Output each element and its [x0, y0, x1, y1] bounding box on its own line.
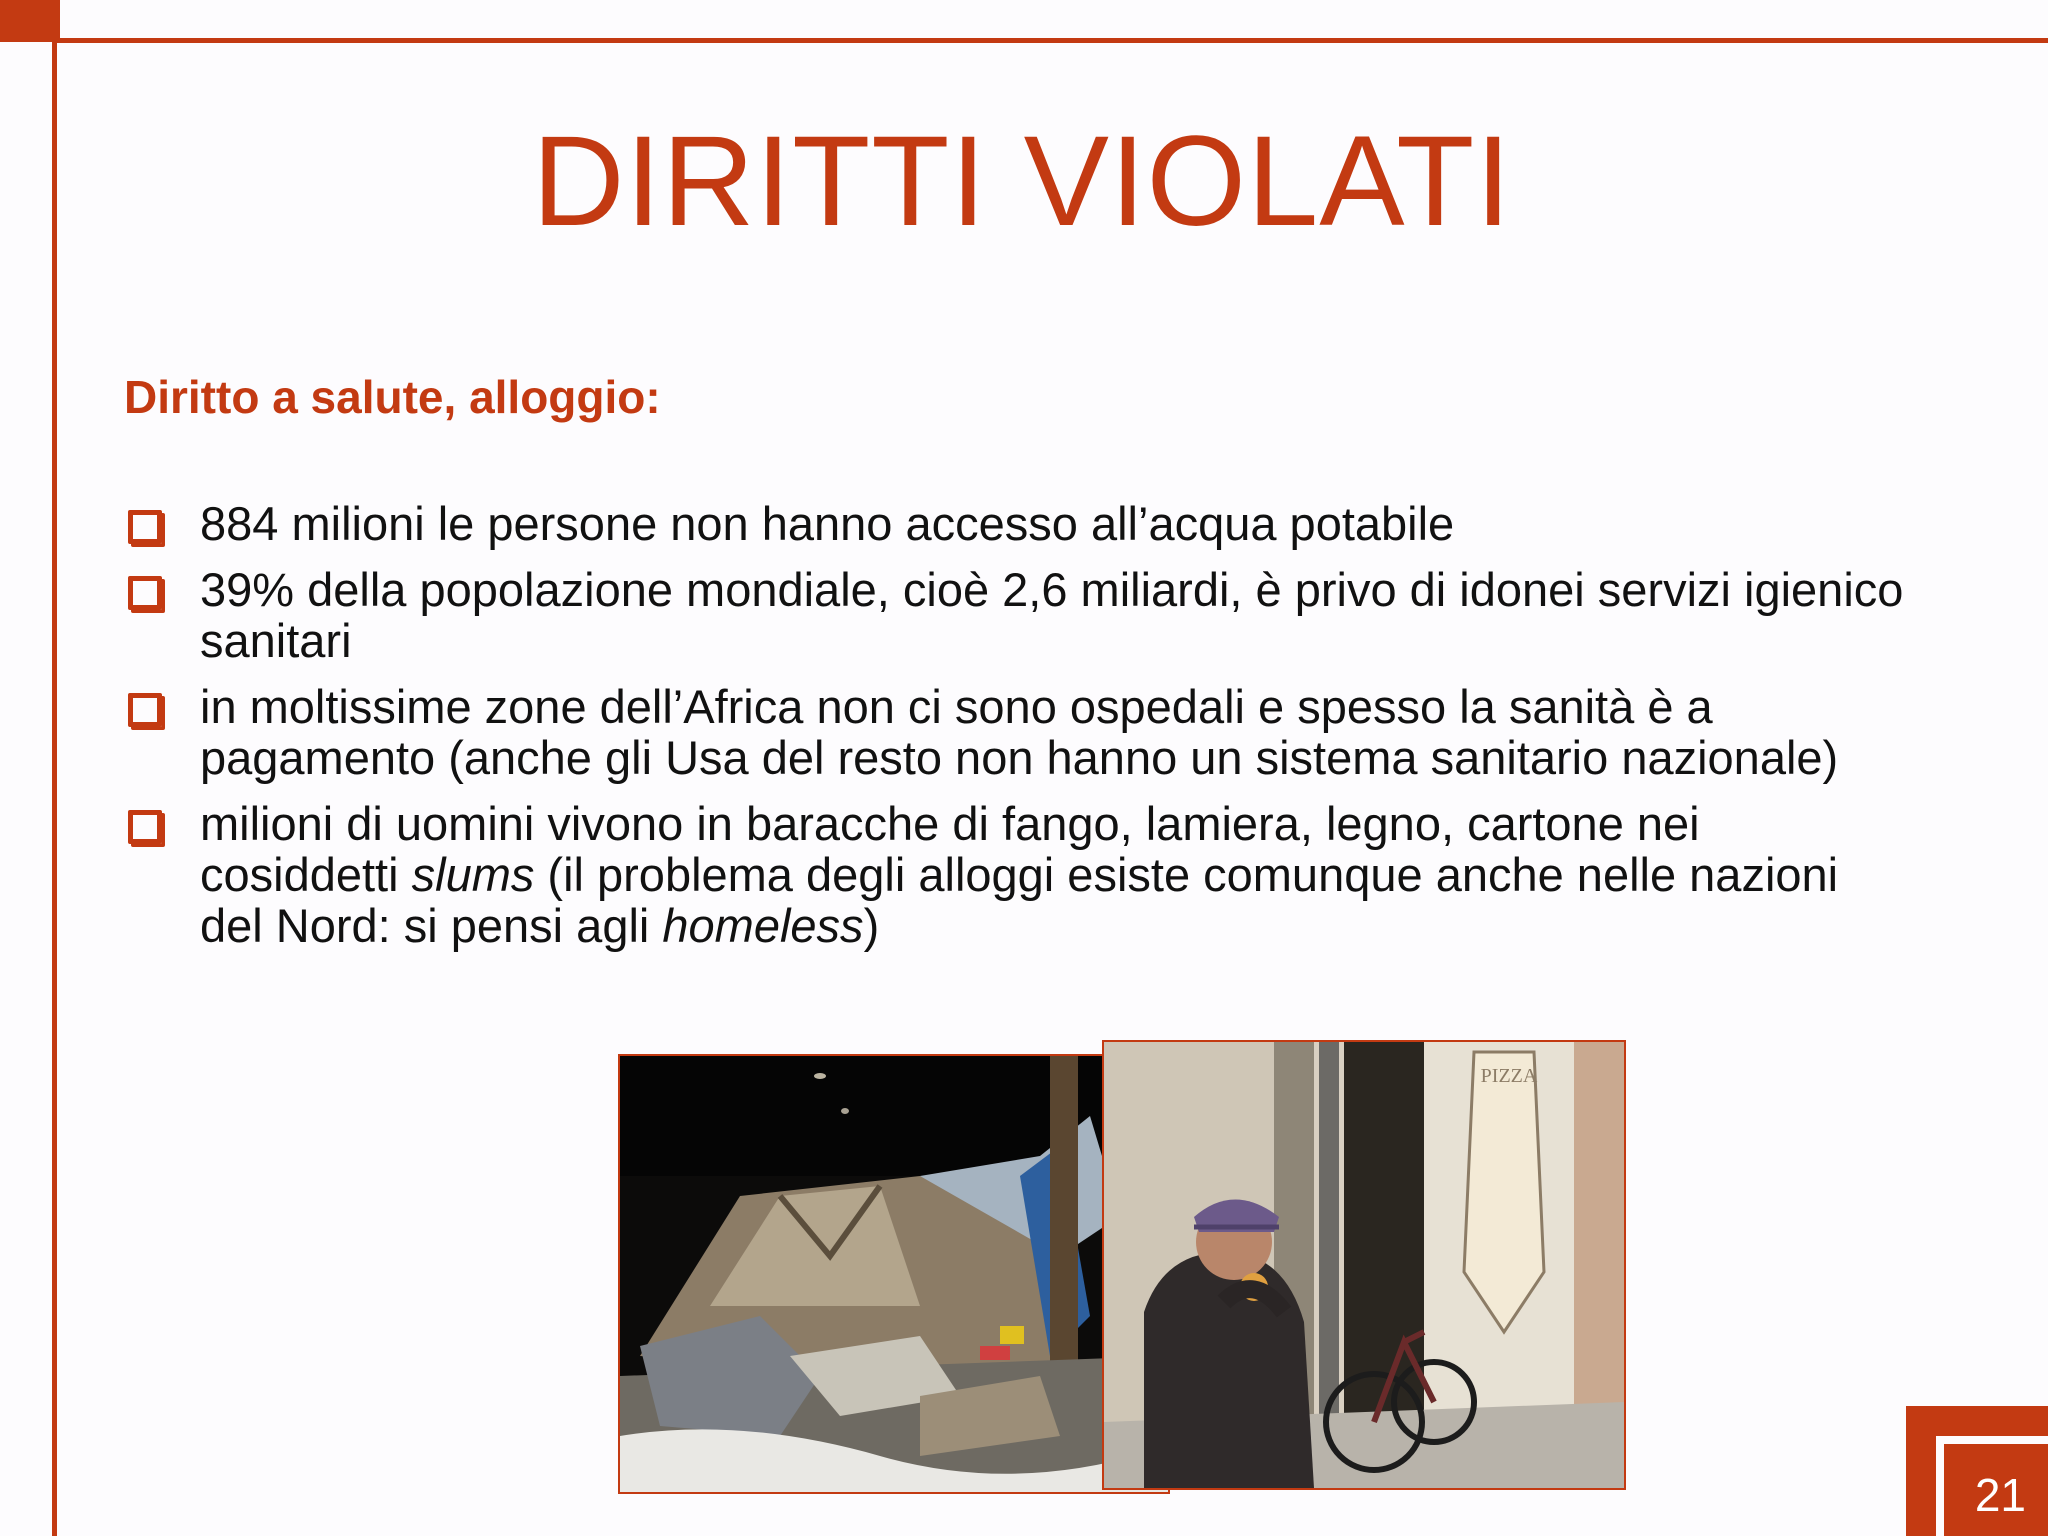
page-number-badge — [1906, 1406, 2048, 1536]
bullet-text: 884 milioni le persone non hanno accesso all’acqua potabile — [200, 497, 1455, 550]
slum-tent-photo — [618, 1054, 1170, 1494]
corner-accent-block — [0, 0, 60, 42]
top-border-line — [52, 38, 2048, 43]
checkbox-bullet-icon — [128, 510, 162, 544]
bullet-item — [124, 681, 1904, 783]
italic-homeless: homeless — [662, 899, 864, 952]
slum-tent-illustration — [620, 1056, 1168, 1492]
homeless-man-photo — [1102, 1040, 1626, 1490]
slide-title: DIRITTI VIOLATI — [532, 110, 1512, 253]
slide-subtitle: Diritto a salute, alloggio: — [124, 371, 661, 423]
bullet-list — [124, 498, 1904, 966]
page-number: 21 — [1974, 1469, 2026, 1521]
homeless-man-illustration — [1104, 1042, 1624, 1488]
checkbox-bullet-icon — [128, 693, 162, 727]
bullet-item — [124, 564, 1904, 666]
pizza-sign-text: PIZZA — [1480, 1065, 1538, 1087]
checkbox-bullet-icon — [128, 810, 162, 844]
bullet-item — [124, 798, 1904, 951]
left-border-line — [52, 38, 57, 1536]
checkbox-bullet-icon — [128, 576, 162, 610]
italic-slums: slums — [411, 848, 535, 901]
bullet-text: milioni di uomini vivono in baracche di fango, lamiera, legno, cartone nei cosiddetti slums (il problema degli alloggi esiste comunque anche nelle nazioni del Nord: si pensi agli homeless) — [200, 797, 1839, 952]
bullet-text: in moltissime zone dell’Africa non ci sono ospedali e spesso la sanità è a pagamento (anche gli Usa del resto non hanno un sistema sanitario nazionale) — [200, 680, 1839, 784]
bullet-text: 39% della popolazione mondiale, cioè 2,6 miliardi, è privo di idonei servizi igienico sanitari — [200, 563, 1904, 667]
bullet-item — [124, 498, 1904, 549]
